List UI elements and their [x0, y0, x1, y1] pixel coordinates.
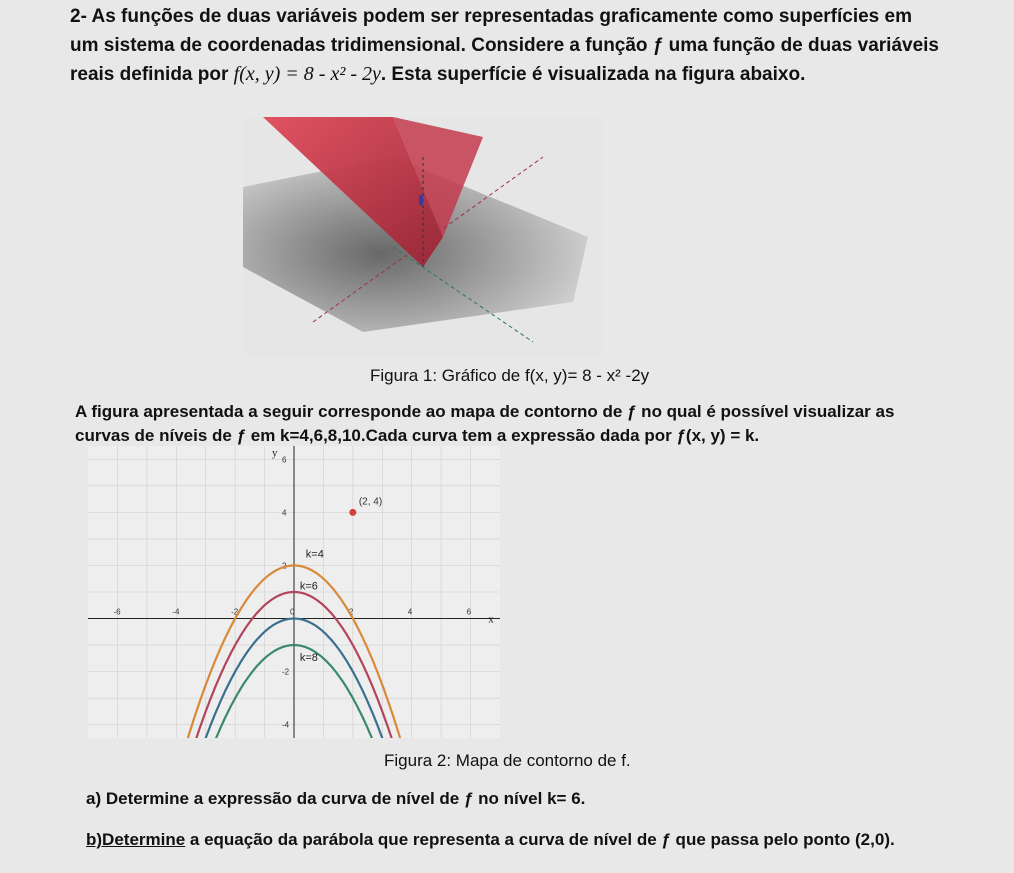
y-tick-label: -2 [282, 667, 290, 677]
x-tick-label: 0 [290, 607, 295, 617]
y-tick-label: 4 [282, 508, 287, 518]
y-tick-label: 2 [282, 561, 287, 571]
x-axis-label: x [488, 613, 494, 626]
figure-2-caption: Figura 2: Mapa de contorno de f. [384, 751, 631, 770]
x-tick-label: -4 [172, 607, 180, 617]
contour-intro [75, 400, 975, 448]
x-tick-label: 6 [466, 607, 472, 617]
x-tick-label: -6 [113, 607, 121, 617]
curve-label: k=8 [299, 652, 318, 665]
data-point [349, 509, 356, 516]
curve-label: k=4 [305, 548, 324, 561]
y-axis-label: y [272, 447, 278, 459]
curve-label: k=6 [299, 580, 318, 593]
x-tick-label: -2 [231, 607, 239, 617]
contour-map-chart [88, 446, 500, 738]
intro-line-1: 2- As funções de duas variáveis podem ser representadas graficamente como superfícies em [70, 6, 912, 27]
intro-line-2: um sistema de coordenadas tridimensional. Considere a função ƒ uma função de duas variáveis [70, 35, 939, 56]
axis-marker [419, 195, 423, 205]
intro-line-3: reais definida por f(x, y) = 8 - x² - 2y. Esta superfície é visualizada na figura abaixo. [70, 63, 806, 85]
y-tick-label: 6 [282, 455, 287, 465]
y-tick-label: -4 [282, 720, 290, 730]
function-expression: f(x, y) = 8 - x² - 2y [233, 63, 381, 85]
question-a: a) Determine a expressão da curva de nível de ƒ no nível k= 6. [86, 789, 586, 808]
problem-intro [70, 2, 975, 89]
figure-1-caption: Figura 1: Gráfico de f(x, y)= 8 - x² -2y [370, 366, 650, 385]
x-tick-label: 4 [407, 607, 413, 617]
x-tick-label: 2 [348, 607, 354, 617]
question-b: b)Determine a equação da parábola que representa a curva de nível de ƒ que passa pelo ponto (2,0). [86, 830, 895, 849]
point-label: (2, 4) [358, 496, 383, 508]
contour-intro-line-2: curvas de níveis de ƒ em k=4,6,8,10.Cada curva tem a expressão dada por ƒ(x, y) = k. [75, 426, 760, 445]
surface-3d-figure [243, 117, 603, 357]
contour-intro-line-1: A figura apresentada a seguir corresponde ao mapa de contorno de ƒ no qual é possível visualizar as [75, 402, 895, 421]
